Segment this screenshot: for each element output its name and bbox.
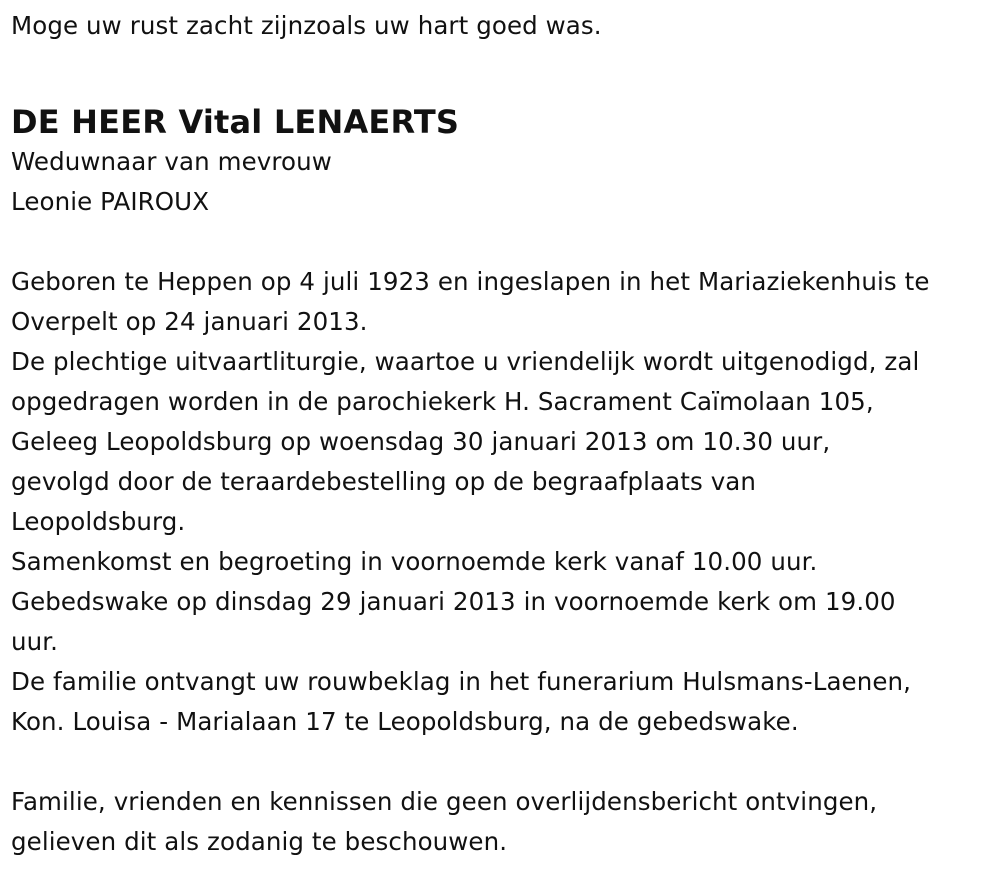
spouse-name-line: Leonie PAIROUX [11, 187, 210, 216]
body-line: gevolgd door de teraardebestelling op de begraafplaats van [11, 467, 757, 496]
body-line: Leopoldsburg. [11, 507, 186, 536]
epitaph-line: Moge uw rust zacht zijnzoals uw hart goed was. [11, 11, 602, 40]
body-line: Gebedswake op dinsdag 29 januari 2013 in voornoemde kerk om 19.00 [11, 587, 896, 616]
body-line: uur. [11, 627, 59, 656]
body-line: Overpelt op 24 januari 2013. [11, 307, 368, 336]
closing-line: gelieven dit als zodanig te beschouwen. [11, 827, 508, 856]
body-line: Geboren te Heppen op 4 juli 1923 en ingeslapen in het Mariaziekenhuis te [11, 267, 930, 296]
body-line: De plechtige uitvaartliturgie, waartoe u vriendelijk wordt uitgenodigd, zal [11, 347, 920, 376]
spacer [11, 222, 996, 262]
body-line: Samenkomst en begroeting in voornoemde kerk vanaf 10.00 uur. [11, 547, 818, 576]
body-line: Geleeg Leopoldsburg op woensdag 30 januari 2013 om 10.30 uur, [11, 427, 831, 456]
spacer [11, 46, 996, 102]
obituary-notice [11, 0, 996, 862]
body-line: opgedragen worden in de parochiekerk H. Sacrament Caïmolaan 105, [11, 387, 874, 416]
deceased-name: DE HEER Vital LENAERTS [11, 103, 460, 141]
closing-line: Familie, vrienden en kennissen die geen overlijdensbericht ontvingen, [11, 787, 878, 816]
body-line: Kon. Louisa - Marialaan 17 te Leopoldsburg, na de gebedswake. [11, 707, 799, 736]
spacer [11, 742, 996, 782]
body-line: De familie ontvangt uw rouwbeklag in het funerarium Hulsmans-Laenen, [11, 667, 912, 696]
spouse-line: Weduwnaar van mevrouw [11, 147, 332, 176]
